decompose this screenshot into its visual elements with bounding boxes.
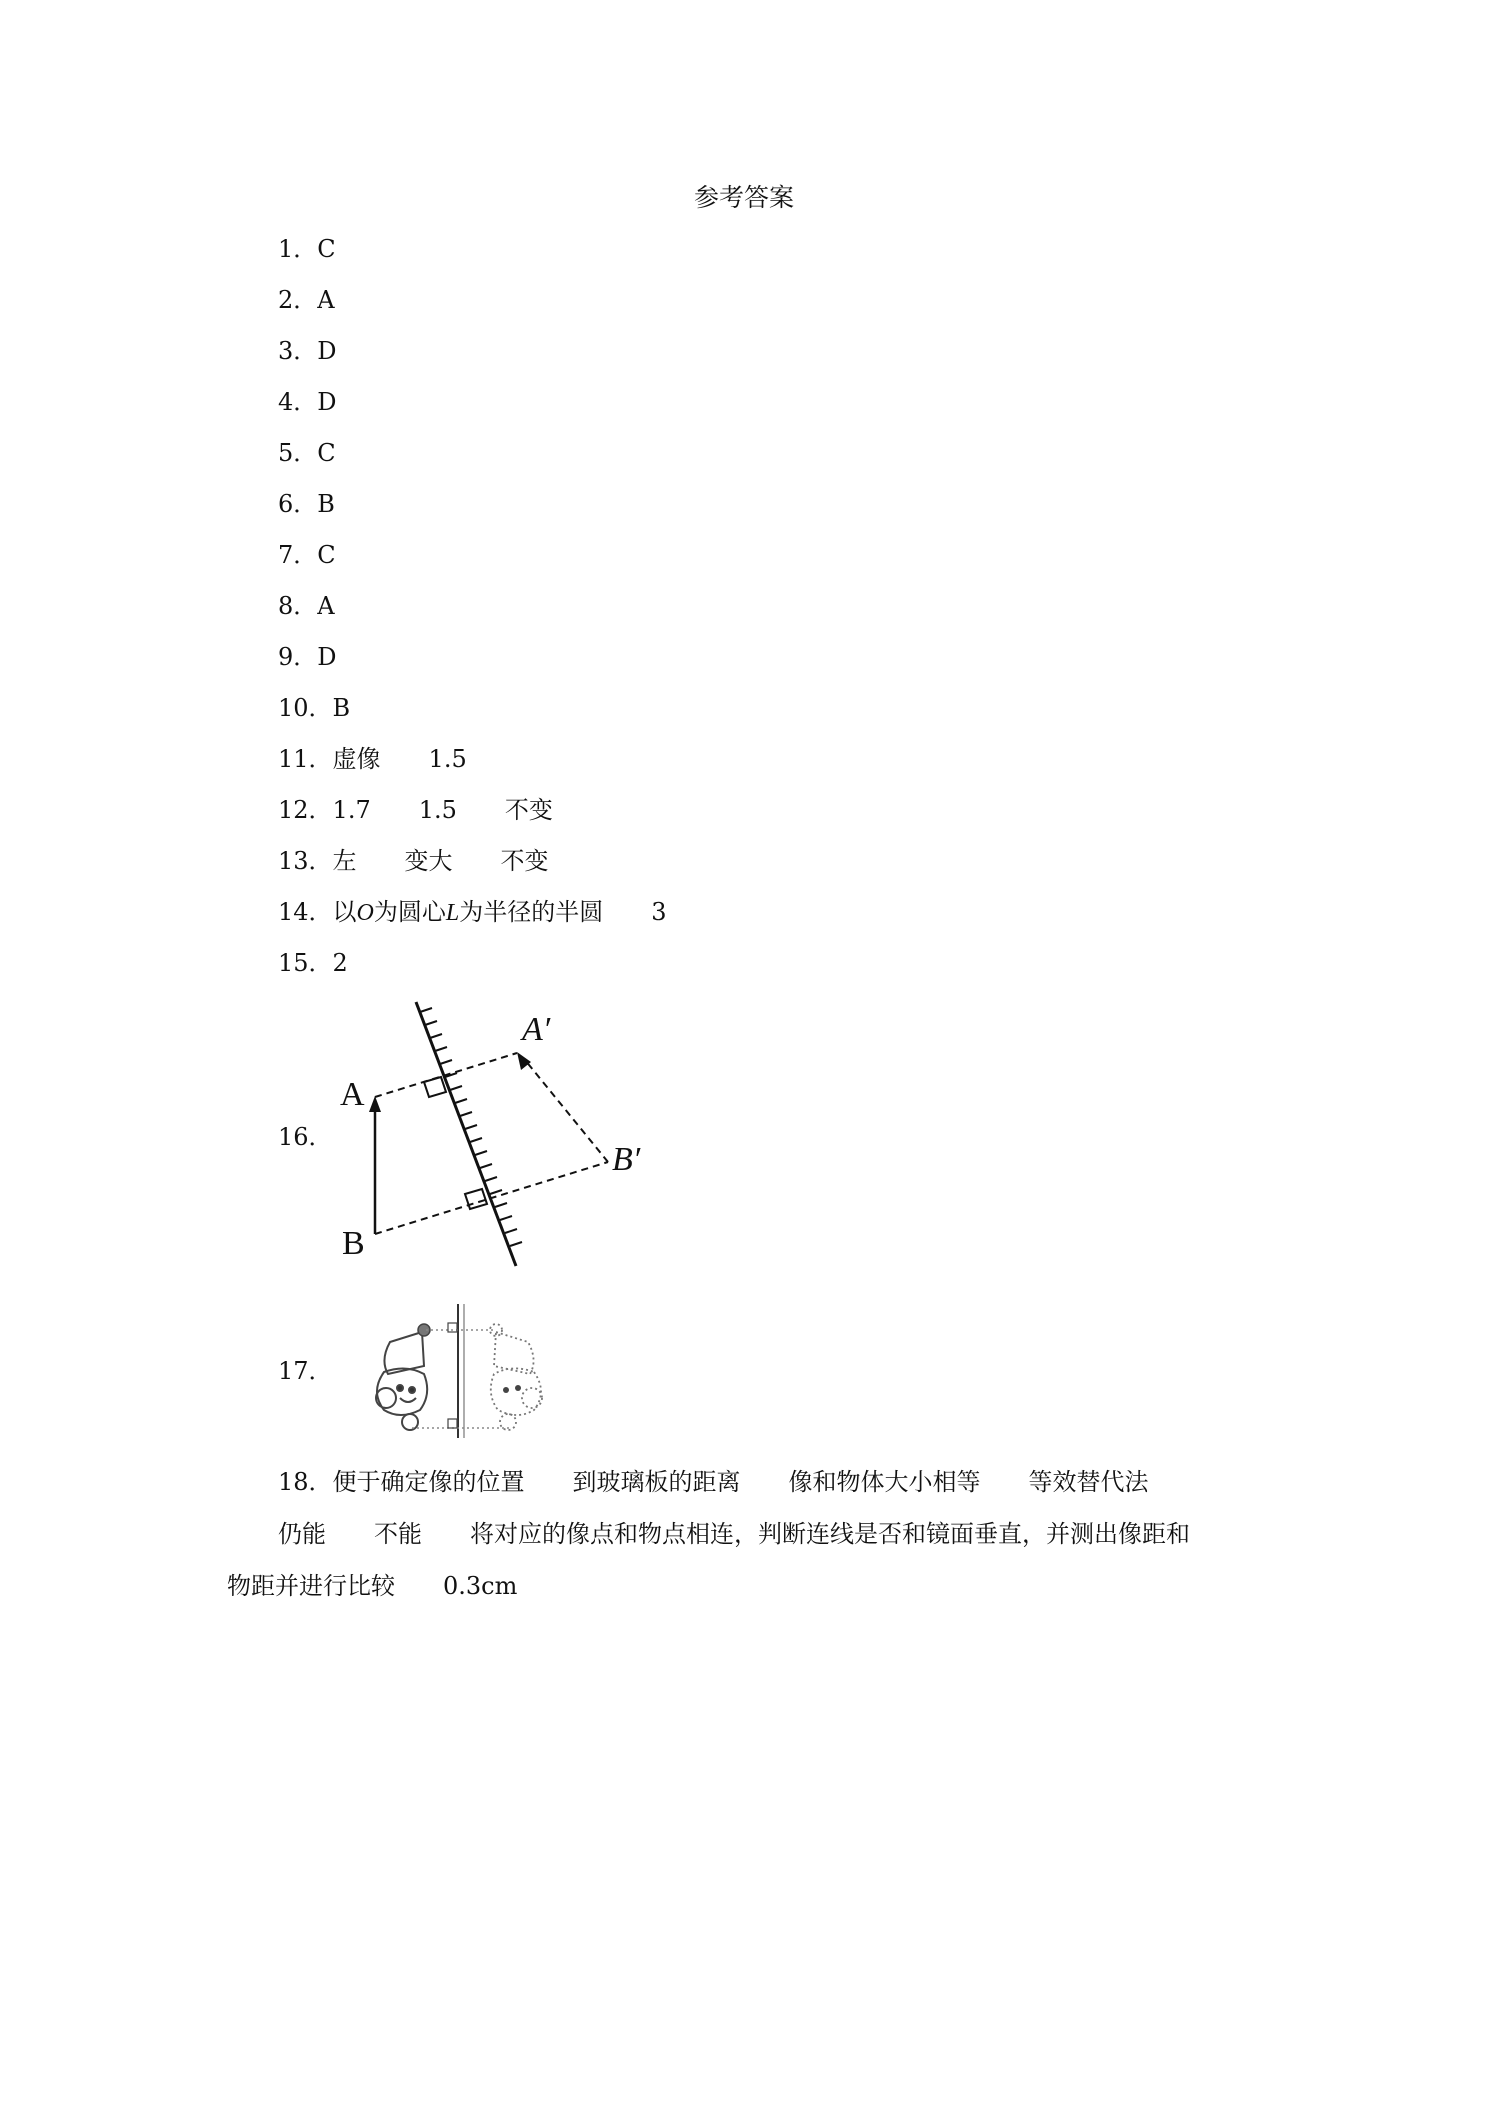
answer-16-number: 16．: [278, 1123, 333, 1151]
answer-4: 4．D: [278, 388, 337, 416]
answer-6: 6．B: [278, 490, 335, 518]
answer-8: 8．A: [278, 592, 335, 620]
label-b: B: [342, 1225, 365, 1262]
answer-1: 1．C: [278, 235, 336, 263]
object-figure: [376, 1332, 427, 1430]
answer-7: 7．C: [278, 541, 336, 569]
mirror-image-figure: [360, 1302, 560, 1442]
answer-5: 5．C: [278, 439, 336, 467]
mirror-line: [416, 1002, 516, 1266]
answer-18-line-3: 物距并进行比较 0.3cm: [227, 1572, 518, 1600]
answer-2: 2．A: [278, 286, 335, 314]
label-a: A: [340, 1076, 365, 1113]
answer-14: 14．以O为圆心L为半径的半圆 3: [278, 898, 667, 926]
point-marker: [418, 1324, 430, 1336]
right-angle-marks: [424, 1077, 487, 1209]
answer-17-number: 17．: [278, 1357, 333, 1385]
construction-lines: [375, 1053, 608, 1234]
page-title: 参考答案: [693, 183, 794, 212]
answer-9: 9．D: [278, 643, 337, 671]
plane-mirror-diagram: [330, 998, 650, 1273]
answer-3: 3．D: [278, 337, 337, 365]
answer-11: 11．虚像 1.5: [278, 745, 467, 773]
answer-15: 15．2: [278, 949, 348, 977]
mirror-hatching: [420, 1008, 522, 1246]
answer-13: 13．左 变大 不变: [278, 847, 549, 875]
object-arrow-head: [369, 1096, 381, 1112]
image-figure: [490, 1324, 542, 1430]
answer-12: 12．1.7 1.5 不变: [278, 796, 553, 824]
label-b-prime: B′: [612, 1141, 641, 1178]
answer-18-line-2: 仍能 不能 将对应的像点和物点相连，判断连线是否和镜面垂直，并测出像距和: [278, 1520, 1190, 1548]
image-arrow-head: [517, 1052, 531, 1070]
label-a-prime: A′: [522, 1011, 551, 1048]
answer-18-line-1: 18．便于确定像的位置 到玻璃板的距离 像和物体大小相等 等效替代法: [278, 1468, 1149, 1496]
answer-10: 10．B: [278, 694, 351, 722]
